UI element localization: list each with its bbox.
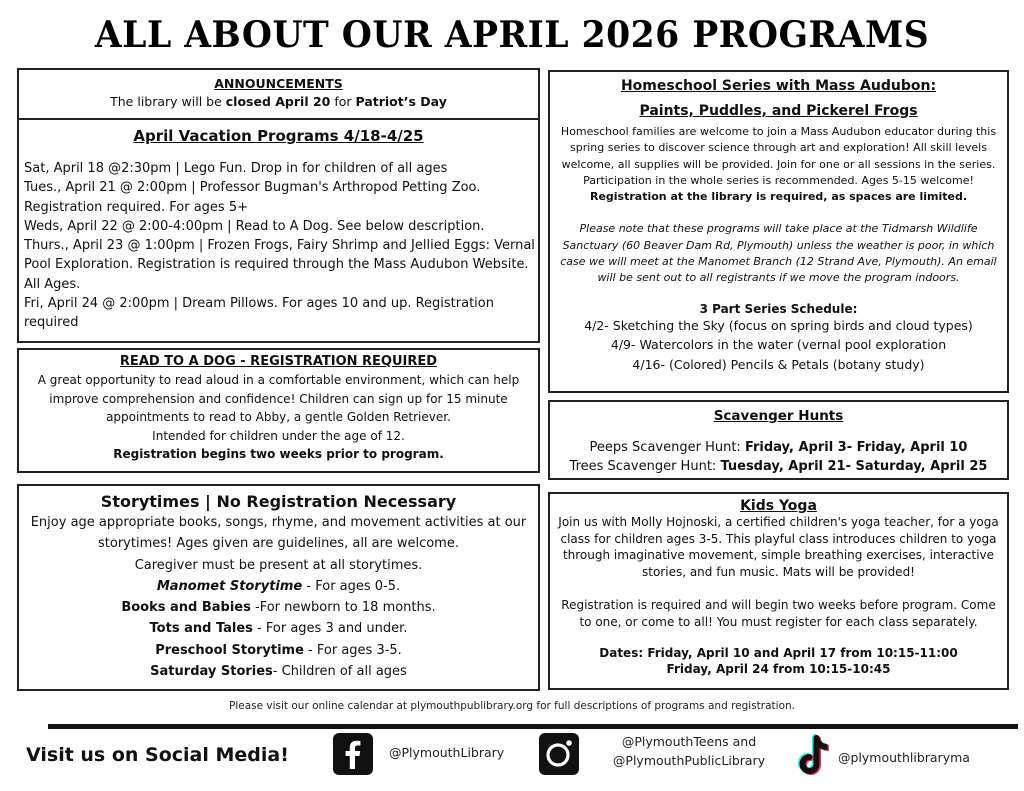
vacation-list xyxy=(24,159,538,333)
announcements-heading: ANNOUNCEMENTS xyxy=(214,76,343,91)
page-title: ALL ABOUT OUR APRIL 2026 PROGRAMS xyxy=(94,14,930,56)
storytime-program xyxy=(19,640,538,661)
yoga-heading: Kids Yoga xyxy=(740,498,817,514)
registration-note: Registration begins two weeks prior to program. xyxy=(113,447,444,461)
program-name: Tots and Tales xyxy=(149,621,253,637)
storytimes-box xyxy=(17,484,540,691)
schedule-item: 4/16- (Colored) Pencils & Petals (botany study) xyxy=(632,356,925,372)
instagram-icon[interactable] xyxy=(539,733,579,775)
vacation-programs-box xyxy=(17,118,540,343)
program-desc: - For ages 3-5. xyxy=(303,642,402,658)
homeschool-heading-1: Homeschool Series with Mass Audubon: xyxy=(620,78,937,94)
list-item: Sat, April 18 @2:30pm | Lego Fun. Drop in for children of all ages xyxy=(24,161,448,176)
yoga-registration: Registration is required and will begin two weeks before program. Come to one, or come to all! You must register for each class separately. xyxy=(561,598,996,629)
list-item: Tues., April 21 @ 2:00pm | Professor Bugman's Arthropod Petting Zoo. Registration required. For ages 5+ xyxy=(24,180,481,215)
tiktok-handle[interactable]: @plymouthlibraryma xyxy=(838,750,970,765)
storytimes-body xyxy=(19,512,538,682)
program-desc: - For ages 0-5. xyxy=(302,578,401,594)
age-note: Intended for children under the age of 12. xyxy=(152,428,405,443)
program-name: Saturday Stories xyxy=(150,664,273,680)
facebook-handle[interactable]: @PlymouthLibrary xyxy=(389,745,505,760)
social-media-bar xyxy=(0,730,1024,790)
homeschool-intro-text: Homeschool families are welcome to join a Mass Audubon educator during this spring series to discover science through art and exploration! All skill levels welcome, all supplies will be provided. Join for one or all sessions in the series. Participation in the whole series is recommended. Ages 5-15 welcome! xyxy=(560,125,997,187)
read-to-dog-heading: READ TO A DOG - REGISTRATION REQUIRED xyxy=(119,354,438,369)
holiday-name: Patriot’s Day xyxy=(355,94,447,109)
read-to-dog-description: A great opportunity to read aloud in a comfortable environment, which can help improve comprehension and confidence! Children can sign up for 15 minute appointments to read to Abby, a gentle Golden Retriever. xyxy=(37,373,520,424)
scavenger-list xyxy=(550,438,1007,476)
instagram-handles[interactable] xyxy=(604,732,774,770)
announcement-text xyxy=(19,94,538,109)
storytimes-heading: Storytimes | No Registration Necessary xyxy=(100,492,457,511)
instagram-handle[interactable]: @PlymouthTeens and xyxy=(621,734,757,749)
storytime-program xyxy=(19,597,538,618)
hunt-dates: Friday, April 3- Friday, April 10 xyxy=(744,440,968,455)
list-item: Thurs., April 23 @ 1:00pm | Frozen Frogs, Fairy Shrimp and Jellied Eggs: Vernal Pool Exploration. Registration is required through the Mass Audubon Website. All Ages. xyxy=(24,238,535,292)
schedule-item: 4/2- Sketching the Sky (focus on spring birds and cloud types) xyxy=(584,317,973,333)
schedule-list xyxy=(550,316,1007,375)
program-name: Manomet Storytime xyxy=(156,578,303,594)
tiktok-icon[interactable] xyxy=(793,732,833,778)
social-title: Visit us on Social Media! xyxy=(26,744,289,766)
schedule-heading: 3 Part Series Schedule: xyxy=(699,301,858,316)
read-to-dog-body xyxy=(19,371,538,464)
storytime-program xyxy=(19,661,538,682)
scavenger-hunts-box xyxy=(548,400,1009,480)
homeschool-intro xyxy=(550,124,1007,205)
list-item: Weds, April 22 @ 2:00-4:00pm | Read to A Dog. See below description. xyxy=(24,218,485,234)
yoga-dates-line: Friday, April 24 from 10:15-10:45 xyxy=(666,661,891,676)
hunt-dates: Tuesday, April 21- Saturday, April 25 xyxy=(720,459,988,474)
storytime-program xyxy=(19,618,538,639)
storytime-program xyxy=(19,576,538,597)
yoga-dates-line: Dates: Friday, April 10 and April 17 from 10:15-11:00 xyxy=(599,645,958,660)
program-desc: -For newborn to 18 months. xyxy=(250,600,436,616)
caregiver-note: Caregiver must be present at all storytimes. xyxy=(134,557,423,573)
homeschool-registration: Registration at the library is required, as spaces are limited. xyxy=(589,190,967,204)
vacation-heading: April Vacation Programs 4/18-4/25 xyxy=(133,127,424,145)
schedule-item: 4/9- Watercolors in the water (vernal pool exploration xyxy=(610,337,947,353)
closed-date: closed April 20 xyxy=(225,94,331,109)
hunt-name: Peeps Scavenger Hunt: xyxy=(589,440,745,455)
list-item: Fri, April 24 @ 2:00pm | Dream Pillows. For ages 10 and up. Registration required xyxy=(24,296,494,331)
read-to-dog-box xyxy=(17,348,540,473)
kids-yoga-box xyxy=(548,492,1009,690)
facebook-icon[interactable] xyxy=(333,733,373,775)
announcement-text-part: The library will be xyxy=(110,94,226,109)
yoga-dates xyxy=(550,645,1007,677)
homeschool-heading-2: Paints, Puddles, and Pickerel Frogs xyxy=(639,103,918,119)
calendar-note: Please visit our online calendar at plymouthpublibrary.org for full descriptions of programs and registration. xyxy=(229,700,795,712)
program-desc: - For ages 3 and under. xyxy=(252,621,408,637)
hunt-name: Trees Scavenger Hunt: xyxy=(569,459,721,474)
list-item xyxy=(550,438,1007,457)
yoga-intro: Join us with Molly Hojnoski, a certified children's yoga teacher, for a yoga class for children ages 3-5. This playful class introduces children to yoga through imaginative movement, simple breathing exercises, interactive stories, and fun music. Mats will be provided! xyxy=(558,515,999,579)
homeschool-box xyxy=(548,70,1009,393)
program-name: Books and Babies xyxy=(121,600,251,616)
program-name: Preschool Storytime xyxy=(155,642,304,658)
storytimes-intro: Enjoy age appropriate books, songs, rhyme, and movement activities at our storytimes! Ages given are guidelines, all are welcome. xyxy=(30,515,527,552)
homeschool-location-note: Please note that these programs will take place at the Tidmarsh Wildlife Sanctuary (60 Beaver Dam Rd, Plymouth) unless the weather is poor, in which case we will meet at the Manomet Branch (12 Strand Ave, Plymouth). An email will be sent out to all registrants if we move the program indoors. xyxy=(560,222,997,285)
instagram-handle[interactable]: @PlymouthPublicLibrary xyxy=(612,753,766,768)
list-item xyxy=(550,457,1007,476)
announcement-text-part: for xyxy=(330,94,356,109)
program-desc: - Children of all ages xyxy=(272,664,407,680)
scavenger-heading: Scavenger Hunts xyxy=(713,408,844,424)
announcements-box xyxy=(17,68,540,120)
divider xyxy=(48,724,1018,729)
